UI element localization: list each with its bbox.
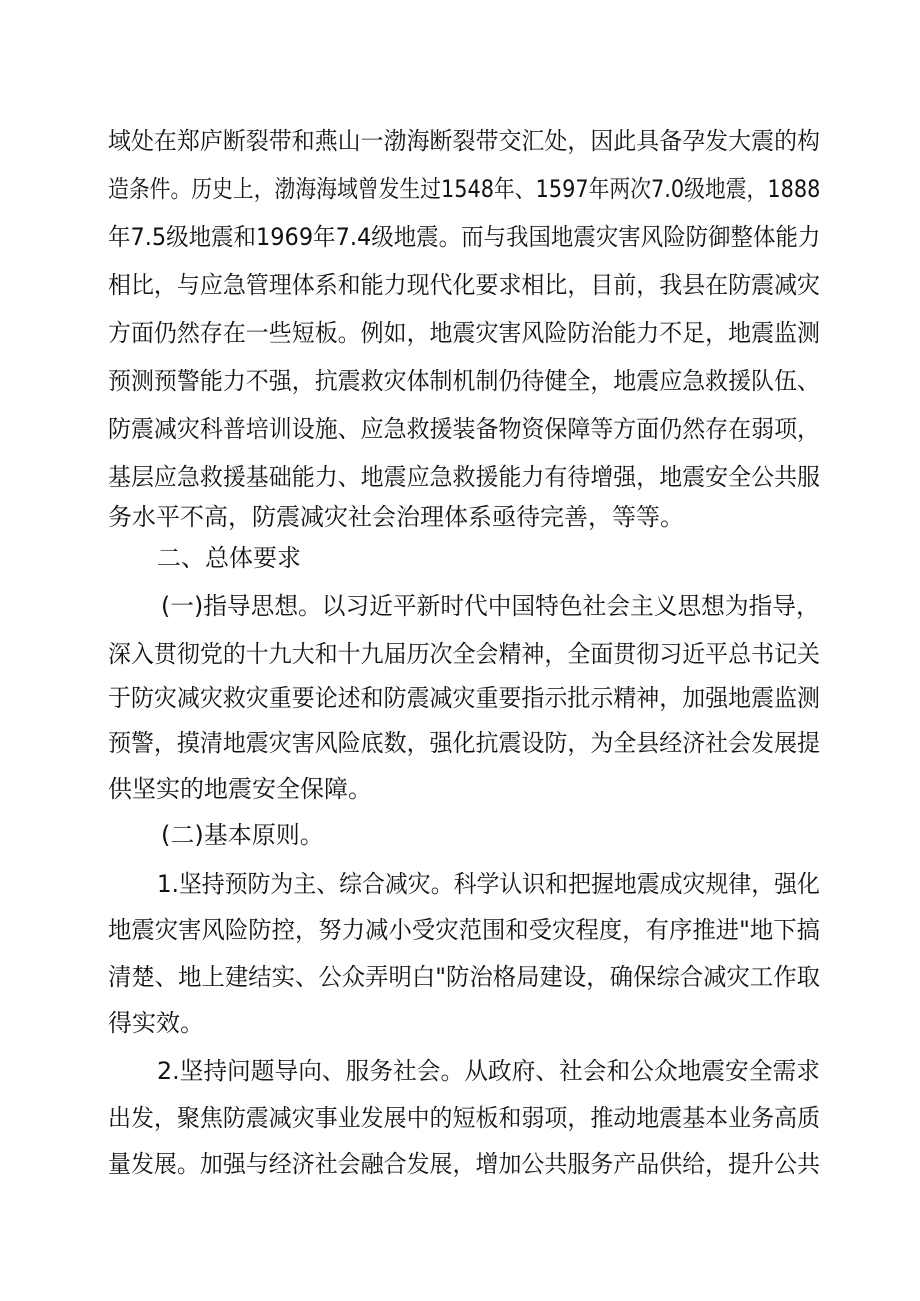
line-20 — [0, 1001, 920, 1045]
line-08-text: 基层应急救援基础能力、地震应急救援能力有待增强，地震安全公共服 — [108, 463, 821, 491]
line-06 — [0, 359, 920, 403]
line-02 — [0, 167, 920, 211]
line-09-text: 务水平不高，防震减灾社会治理体系亟待完善，等等。 — [108, 503, 684, 531]
line-08 — [0, 455, 920, 499]
line-04-text: 相比，与应急管理体系和能力现代化要求相比，目前，我县在防震减灾 — [108, 271, 821, 299]
line-21 — [0, 1049, 920, 1093]
line-06-text: 预测预警能力不强，抗震救灾体制机制仍待健全，地震应急救援队伍、 — [108, 367, 821, 395]
line-05-text: 方面仍然存在一些短板。例如，地震灾害风险防治能力不足，地震监测 — [108, 319, 821, 347]
section-heading — [0, 536, 920, 580]
line-09 — [0, 495, 920, 539]
line-03-text: 年7.5级地震和1969年7.4级地震。而与我国地震灾害风险防御整体能力 — [108, 223, 821, 251]
line-07 — [0, 407, 920, 451]
section-heading-text: 二、总体要求 — [157, 544, 301, 572]
line-17-text: 1.坚持预防为主、综合减灾。科学认识和把握地震成灾规律，强化 — [157, 870, 820, 898]
line-22-text: 出发，聚焦防震减灾事业发展中的短板和弱项，推动地震基本业务高质 — [108, 1104, 821, 1132]
line-13 — [0, 676, 920, 720]
line-18 — [0, 908, 920, 952]
line-12-text: 深入贯彻党的十九大和十九届历次全会精神，全面贯彻习近平总书记关 — [108, 640, 821, 668]
line-01-text: 域处在郑庐断裂带和燕山一渤海断裂带交汇处，因此具备孕发大震的构 — [108, 127, 821, 155]
line-03 — [0, 215, 920, 259]
line-12 — [0, 632, 920, 676]
line-22 — [0, 1096, 920, 1140]
line-21-text: 2.坚持问题导向、服务社会。从政府、社会和公众地震安全需求 — [157, 1057, 820, 1085]
subsection-heading — [0, 813, 920, 857]
line-15-text: 供坚实的地震安全保障。 — [108, 775, 372, 803]
line-23 — [0, 1142, 920, 1186]
line-11-text: (一)指导思想。以习近平新时代中国特色社会主义思想为指导， — [161, 592, 820, 620]
line-19-text: 清楚、地上建结实、公众弄明白"防治格局建设，确保综合减灾工作取 — [108, 963, 821, 991]
line-17 — [0, 862, 920, 906]
line-04 — [0, 263, 920, 307]
line-11 — [0, 584, 920, 628]
line-13-text: 于防灾减灾救灾重要论述和防震减灾重要指示批示精神，加强地震监测 — [108, 684, 821, 712]
line-07-text: 防震减灾科普培训设施、应急救援装备物资保障等方面仍然存在弱项， — [108, 415, 821, 443]
line-15 — [0, 767, 920, 811]
line-01 — [0, 119, 920, 163]
line-02-text: 造条件。历史上，渤海海域曾发生过1548年、1597年两次7.0级地震，1888 — [108, 175, 821, 203]
line-14 — [0, 721, 920, 765]
line-23-text: 量发展。加强与经济社会融合发展，增加公共服务产品供给，提升公共 — [108, 1150, 821, 1178]
line-18-text: 地震灾害风险防控，努力减小受灾范围和受灾程度，有序推进"地下搞 — [108, 916, 821, 944]
subsection-heading-text: (二)基本原则。 — [161, 821, 324, 849]
line-20-text: 得实效。 — [108, 1009, 204, 1037]
line-05 — [0, 311, 920, 355]
line-14-text: 预警，摸清地震灾害风险底数，强化抗震设防，为全县经济社会发展提 — [108, 729, 821, 757]
line-19 — [0, 955, 920, 999]
